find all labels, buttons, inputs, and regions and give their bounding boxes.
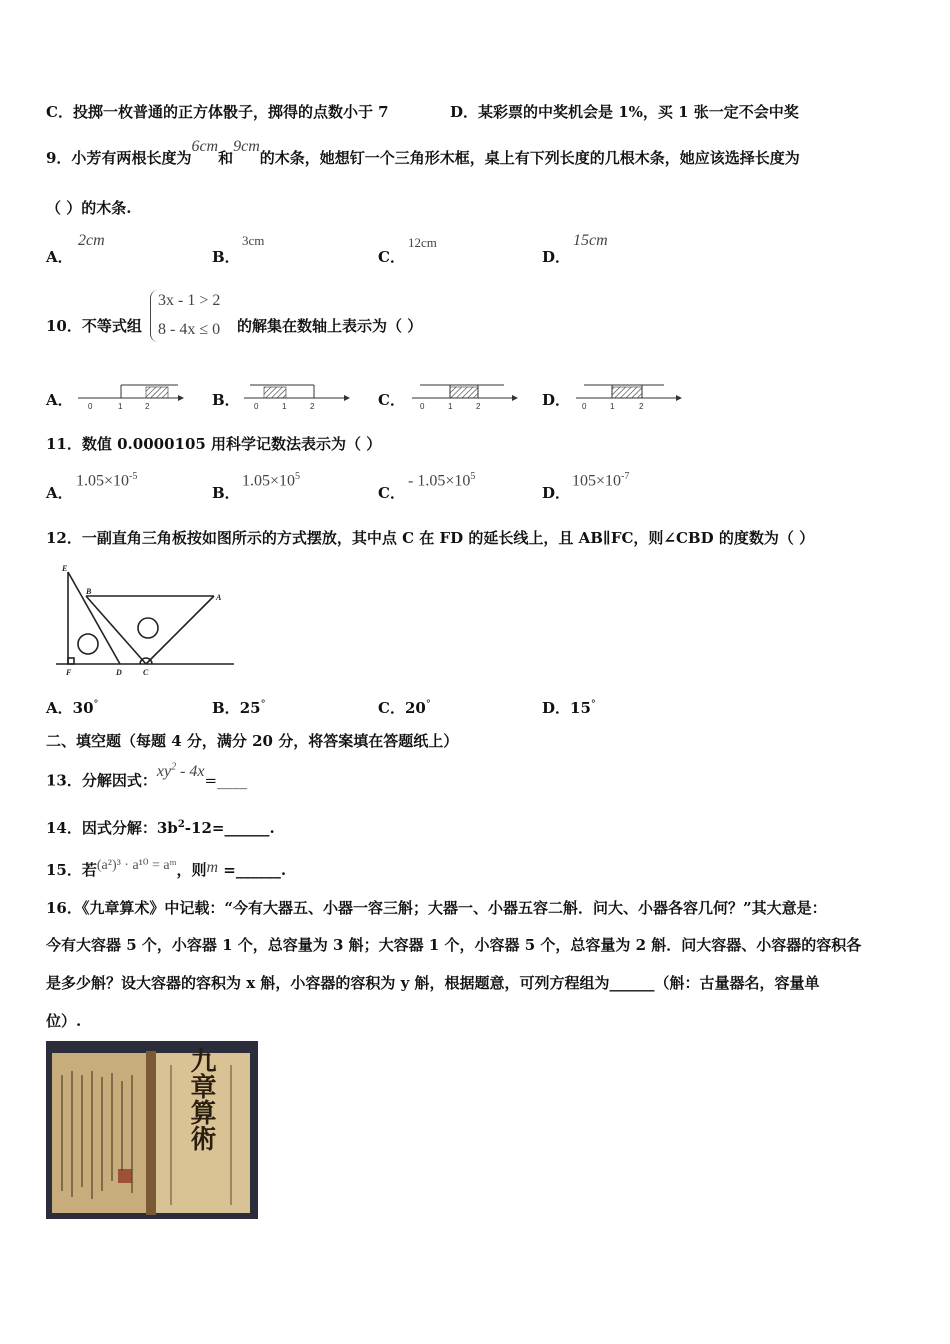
point-d: D — [116, 668, 122, 677]
q11-option-b-label: B． — [212, 484, 240, 502]
q10-inequality-2: 8 - 4x ≤ 0 — [158, 321, 221, 338]
q15 — [46, 860, 286, 882]
q9-option-c-label: C． — [378, 248, 405, 266]
q13-expr — [157, 763, 205, 780]
q9-len-a: 6cm — [191, 138, 219, 155]
jiuzhang-suanshu-book-image — [46, 1041, 258, 1219]
q9-len-b: 9cm — [233, 138, 260, 155]
q11-option-a-label: A． — [46, 484, 73, 502]
q11-option-a — [76, 471, 137, 490]
tick-2: 2 — [310, 402, 315, 411]
q14-post: -12=______. — [184, 819, 275, 837]
q16-line1: 16．《九章算术》中记载：“今有大器五、小器一容三斛；大器一、小器五容二斛．问大、小器各容几何？”其大意是： — [46, 899, 827, 917]
q8-option-c: C．投掷一枚普通的正方体骰子，掷得的点数小于 7 — [46, 103, 389, 121]
section-2-heading: 二、填空题（每题 4 分，满分 20 分，将答案填在答题纸上） — [46, 732, 459, 750]
q8-option-d: D．某彩票的中奖机会是 1%，买 1 张一定不会中奖 — [450, 103, 799, 121]
q10-numberline-b — [240, 378, 350, 412]
q13-expr-rest: - 4x — [176, 763, 205, 781]
q9-option-c: 12cm — [408, 235, 437, 250]
q12-b-unit: ° — [260, 699, 266, 710]
q12-a-value: 30 — [72, 699, 94, 717]
q12-option-d — [542, 697, 596, 718]
q11-stem: 11．数值 0.0000105 用科学记数法表示为（ ） — [46, 435, 382, 453]
tick-0: 0 — [88, 402, 93, 411]
q14-pre: 14．因式分解：3b — [46, 819, 178, 837]
q10-numberline-d — [572, 378, 682, 412]
q11-c-base: - 1.05×10 — [408, 472, 471, 490]
q16-line3: 是多少斛？设大容器的容积为 x 斛，小容器的容积为 y 斛，根据题意，可列方程组为______（斛：古量器名，容量单 — [46, 974, 820, 992]
q12-b-label: B． — [212, 699, 240, 717]
q10-numberline-c — [408, 378, 518, 412]
tick-1: 1 — [610, 402, 615, 411]
q12-c-label: C． — [378, 699, 405, 717]
q9-and: 和 — [218, 149, 234, 167]
q11-b-base: 1.05×10 — [242, 472, 296, 490]
q9-option-b: 3cm — [242, 233, 265, 248]
q10-numberline-a — [74, 378, 184, 412]
q11-d-exp: -7 — [621, 471, 630, 482]
tick-2: 2 — [145, 402, 150, 411]
point-f: F — [66, 668, 72, 677]
q11-option-b — [242, 471, 300, 490]
q11-d-base: 105×10 — [572, 472, 622, 490]
q9-option-d: 15cm — [573, 232, 608, 249]
q14-exp: 2 — [177, 819, 185, 830]
q12-d-label: D． — [542, 699, 571, 717]
q14 — [46, 815, 275, 838]
q10-pre: 10．不等式组 — [46, 317, 142, 335]
q10-option-c-label: C． — [378, 391, 405, 409]
q11-option-c — [408, 471, 475, 490]
tick-2: 2 — [639, 402, 644, 411]
q11-b-exp: 5 — [295, 471, 301, 482]
tick-0: 0 — [582, 402, 587, 411]
q9-option-d-label: D． — [542, 248, 571, 266]
tick-1: 1 — [282, 402, 287, 411]
q10-option-b-label: B． — [212, 391, 240, 409]
q11-option-d-label: D． — [542, 484, 571, 502]
q13 — [46, 762, 248, 791]
q11-option-d — [572, 471, 629, 490]
q9-post: 的木条，她想钉一个三角形木框，桌上有下列长度的几根木条，她应该选择长度为 — [259, 149, 800, 167]
q12-a-unit: ° — [93, 699, 99, 710]
point-c: C — [143, 668, 149, 677]
q15-pre: 15．若 — [46, 861, 97, 879]
q9-option-a-label: A． — [46, 248, 73, 266]
q11-option-c-label: C． — [378, 484, 405, 502]
q11-c-exp: 5 — [470, 471, 476, 482]
q13-expr-exp: 2 — [171, 762, 177, 773]
q13-expr-base: xy — [156, 763, 172, 781]
tick-2: 2 — [476, 402, 481, 411]
q10-option-a-label: A． — [46, 391, 73, 409]
q13-pre: 13．分解因式： — [46, 771, 157, 790]
q16-line4: 位）. — [46, 1012, 82, 1030]
point-e: E — [62, 564, 68, 573]
q9-option-a: 2cm — [78, 232, 105, 249]
q9-option-b-label: B． — [212, 248, 240, 266]
book-title: 九章算術 — [186, 1047, 216, 1151]
q12-option-b — [212, 697, 266, 718]
point-b: B — [86, 587, 92, 596]
q15-expr: (a²)³ · a¹⁰ = aᵐ — [96, 858, 177, 873]
q16-line2: 今有大容器 5 个，小容器 1 个，总容量为 3 斛；大容器 1 个，小容器 5 个，总容量为 2 斛．问大容器、小容器的容积各 — [46, 936, 862, 954]
q9-line2: （ ）的木条. — [46, 199, 132, 217]
q9-pre: 9．小芳有两根长度为 — [46, 149, 192, 167]
q11-a-exp: -5 — [129, 471, 138, 482]
q12-option-a — [46, 697, 99, 718]
tick-0: 0 — [254, 402, 259, 411]
q10-inequality-1: 3x - 1 > 2 — [158, 292, 221, 309]
q12-c-value: 20 — [404, 699, 426, 717]
q11-a-base: 1.05×10 — [76, 472, 130, 490]
tick-1: 1 — [118, 402, 123, 411]
tick-1: 1 — [448, 402, 453, 411]
q12-triangle-figure — [56, 564, 236, 680]
q12-b-value: 25 — [239, 699, 261, 717]
q15-post: =______. — [218, 861, 287, 879]
q12-option-c — [378, 697, 431, 718]
q15-mid: ，则 — [176, 861, 207, 879]
q10-option-d-label: D． — [542, 391, 571, 409]
tick-0: 0 — [420, 402, 425, 411]
q12-c-unit: ° — [425, 699, 431, 710]
q12-a-label: A． — [46, 699, 73, 717]
q15-var: m — [206, 859, 219, 876]
q12-d-value: 15 — [570, 699, 591, 717]
q10-post: 的解集在数轴上表示为（ ） — [237, 317, 423, 335]
q12-stem: 12．一副直角三角板按如图所示的方式摆放，其中点 C 在 FD 的延长线上，且 AB∥FC，则∠CBD 的度数为（ ） — [46, 529, 815, 547]
point-a: A — [216, 593, 222, 602]
q13-post: =____ — [204, 771, 248, 790]
q9-stem — [46, 138, 800, 169]
q12-d-unit: ° — [590, 699, 596, 710]
